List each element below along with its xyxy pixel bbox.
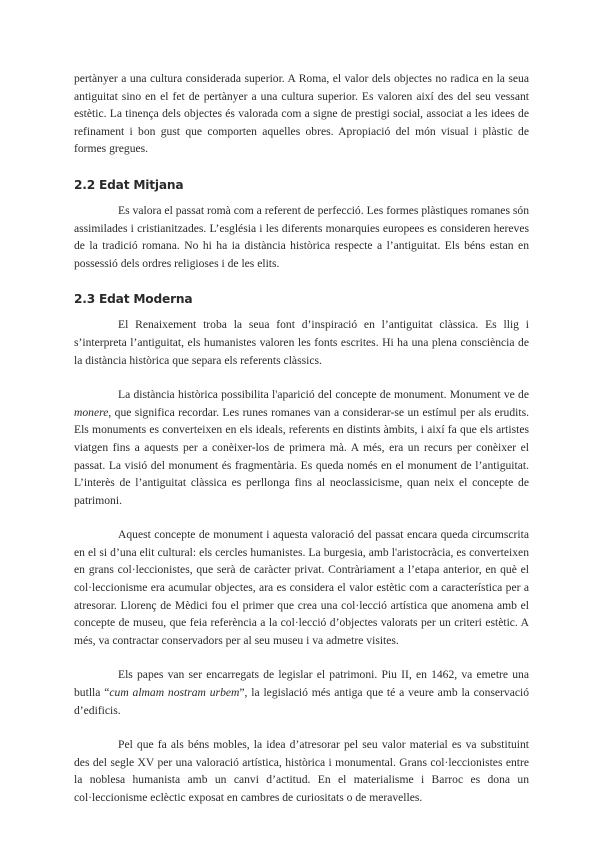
monere-term: monere <box>74 405 109 419</box>
monument-text-before: La distància històrica possibilita l'aparició del concepte de monument. Monument ve de <box>118 388 529 402</box>
paragraph-edat-mitjana: Es valora el passat romà com a referent de perfecció. Les formes plàstiques romanes són assimilades i cristianitzades. L’església i les diferents monarquies europees es consideren hereves de la tradició romana. No hi ha ia distància històrica respecte a l’antiguitat. Els béns estan en possessió dels ordres religioses i de les elits. <box>74 203 529 270</box>
paragraph-renaixement: El Renaixement troba la seua font d’inspiració en l’antiguitat clàssica. Es llig i s’interpreta l’antiguitat, els humanistes valoren les fonts escrites. Hi ha una plena consciència de la distància històrica que separa els referents clàssics. <box>74 318 529 367</box>
heading-edat-mitjana: 2.2 Edat Mitjana <box>74 177 184 192</box>
heading-edat-moderna: 2.3 Edat Moderna <box>74 292 193 307</box>
paragraph-col-leccionisme: Aquest concepte de monument i aquesta valoració del passat encara queda circumscrita en el si d’una elit cultural: els cercles humanistes. La burgesia, amb l'aristocràcia, es converteixen en grans col·leccionistes, que serà de caràcter privat. Contràriament a l’etapa anterior, en què el col·leccionisme era acumular objectes, ara es considera el valor estètic com a característica per a atresorar. Llorenç de Mèdici fou el primer que crea una col·lecció artística que anomena amb el concepte de museu, que feia referència a la col·lecció d’objectes valorats per un criteri estètic. A més, va contractar conservadors per al seu museu i va admetre visites. <box>74 528 529 647</box>
paragraph-monument <box>74 386 529 509</box>
paragraph-papes <box>74 666 529 719</box>
butlla-title: cum almam nostram urbem <box>109 686 240 700</box>
intro-paragraph: pertànyer a una cultura considerada superior. A Roma, el valor dels objectes no radica en la seua antiguitat sino en el fet de pertànyer a una cultura superior. Es valoren així des del seu vessant estètic. La tinença dels objectes és valorada com a signe de prestigi social, associat a les idees de refinament i bon gust que comporten aquelles obres. Apropiació del món visual i plàstic de formes gregues. <box>74 72 529 156</box>
paragraph-bens-mobles: Pel que fa als béns mobles, la idea d’atresorar pel seu valor material es va substituint des del segle XV per una valoració artística, històrica i monumental. Grans col·leccionistes entre la noblesa humanista amb un canvi d’actitud. En el materialisme i Barroc es dona un col·leccionisme eclèctic exposat en cambres de curiositats o de meravelles. <box>74 738 529 804</box>
monument-text-after: , que significa recordar. Les runes romanes van a considerar-se un estímul per als erudits. Els monuments es converteixen en els ideals, referents en distints àmbits, i així fa que els artistes viatgen fins a aquests per a conèixer-los de primera mà. A més, era un recurs per conèixer el passat. La visió del monument és fragmentària. Es queda només en el monument de l’antiguitat. L’interès de l’antiguitat clàssica es perllonga fins al neoclassicisme, quan neix el concepte de patrimoni. <box>74 405 529 507</box>
page-content <box>74 70 529 807</box>
papes-text-before: Els papes van ser encarregats de legislar el patrimoni. Piu II, en 1462, va emetre una butlla “ <box>74 668 529 700</box>
papes-text-after: ”, la legislació més antiga que té a veure amb la conservació d’edificis. <box>74 686 530 717</box>
